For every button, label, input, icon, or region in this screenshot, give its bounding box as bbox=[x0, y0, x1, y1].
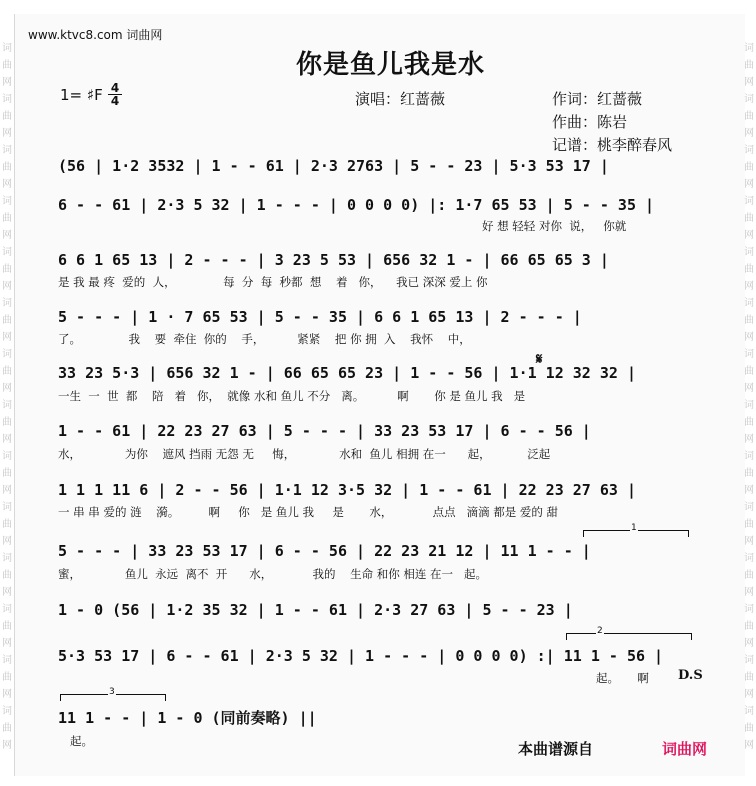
watermark-char: 词 bbox=[2, 604, 12, 615]
segno-sign: 𝄋 bbox=[536, 350, 543, 368]
watermark-char: 曲 bbox=[2, 213, 12, 224]
watermark-char: 网 bbox=[744, 332, 754, 343]
watermark-char: 曲 bbox=[2, 264, 12, 275]
watermark-char: 曲 bbox=[2, 60, 12, 71]
notation-line-9: 1 - 0 (56 | 1·2 35 32 | 1 - - 61 | 2·3 27 63 | 5 - - 23 | bbox=[58, 601, 573, 619]
volta-2-number: 2 bbox=[597, 626, 603, 636]
watermark-char: 网 bbox=[2, 536, 12, 547]
notation-line-6: 1 - - 61 | 22 23 27 63 | 5 - - - | 33 23 53 17 | 6 - - 56 | bbox=[58, 422, 591, 440]
watermark-char: 词 bbox=[744, 655, 754, 666]
watermark-char: 网 bbox=[744, 230, 754, 241]
notation-line-7: 1 1 1 11 6 | 2 - - 56 | 1·1 12 3·5 32 | 1 - - 61 | 22 23 27 63 | bbox=[58, 481, 636, 499]
watermark-char: 网 bbox=[744, 179, 754, 190]
lyricist-credit: 作词：红蔷薇 bbox=[552, 90, 643, 108]
site-url[interactable]: www.ktvc8.com bbox=[28, 28, 123, 42]
watermark-char: 词 bbox=[2, 298, 12, 309]
watermark-char: 网 bbox=[744, 281, 754, 292]
watermark-char: 曲 bbox=[744, 468, 754, 479]
watermark-char: 网 bbox=[744, 587, 754, 598]
watermark-char: 曲 bbox=[744, 519, 754, 530]
lyric-line-7: 一 串 串 爱的 涟 漪。 啊 你 是 鱼儿 我 是 水， 点点 滴滴 都是 爱的 甜 bbox=[58, 505, 559, 519]
triplet-number: 3 bbox=[109, 687, 115, 697]
notation-line-8: 5 - - - | 33 23 53 17 | 6 - - 56 | 22 23 21 12 | 11 1 - - | bbox=[58, 542, 591, 560]
watermark-char: 网 bbox=[744, 689, 754, 700]
site-header[interactable] bbox=[28, 26, 162, 43]
watermark-char: 曲 bbox=[744, 723, 754, 734]
site-name[interactable]: 词曲网 bbox=[126, 28, 163, 42]
watermark-char: 曲 bbox=[2, 621, 12, 632]
lyric-line-5: 一生 一 世 都 陪 着 你， 就像 水和 鱼儿 不分 离。 啊 你 是 鱼儿 我 是 bbox=[58, 389, 526, 403]
watermark-char: 曲 bbox=[2, 519, 12, 530]
key-signature: 1= ♯F bbox=[60, 86, 103, 104]
notation-line-5: 33 23 5·3 | 656 32 1 - | 66 65 65 23 | 1 - - 56 | 1·1 12 32 32 | bbox=[58, 364, 636, 382]
watermark-char: 词 bbox=[744, 451, 754, 462]
watermark-char: 词 bbox=[744, 553, 754, 564]
composer-credit: 作曲：陈岩 bbox=[552, 113, 628, 131]
watermark-char: 网 bbox=[744, 434, 754, 445]
watermark-char: 词 bbox=[2, 553, 12, 564]
watermark-char: 词 bbox=[744, 247, 754, 258]
notation-line-10: 5·3 53 17 | 6 - - 61 | 2·3 5 32 | 1 - - - | 0 0 0 0) :| 11 1 - 56 | bbox=[58, 647, 664, 665]
watermark-char: 网 bbox=[2, 638, 12, 649]
watermark-char: 曲 bbox=[2, 672, 12, 683]
watermark-char: 曲 bbox=[744, 417, 754, 428]
watermark-char: 词 bbox=[2, 502, 12, 513]
notation-line-3: 6 6 1 65 13 | 2 - - - | 3 23 5 53 | 656 32 1 - | 66 65 65 3 | bbox=[58, 251, 609, 269]
watermark-char: 网 bbox=[2, 434, 12, 445]
watermark-char: 曲 bbox=[744, 213, 754, 224]
watermark-char: 网 bbox=[2, 128, 12, 139]
watermark-char: 曲 bbox=[2, 162, 12, 173]
watermark-char: 曲 bbox=[744, 315, 754, 326]
watermark-char: 网 bbox=[2, 77, 12, 88]
watermark-char: 曲 bbox=[2, 315, 12, 326]
watermark-char: 词 bbox=[2, 247, 12, 258]
watermark-char: 词 bbox=[744, 196, 754, 207]
lyric-line-8: 蜜， 鱼儿 永远 离不 开 水， 我的 生命 和你 相连 在一 起。 bbox=[58, 567, 487, 581]
watermark-char: 词 bbox=[744, 502, 754, 513]
watermark-char: 词 bbox=[2, 451, 12, 462]
transcriber-credit: 记谱：桃李醉春风 bbox=[552, 136, 673, 154]
watermark-char: 曲 bbox=[2, 417, 12, 428]
watermark-right bbox=[742, 40, 756, 754]
brand-link[interactable]: 词曲网 bbox=[662, 740, 708, 758]
watermark-char: 曲 bbox=[744, 672, 754, 683]
watermark-char: 词 bbox=[744, 400, 754, 411]
watermark-char: 词 bbox=[2, 196, 12, 207]
notation-line-11: 11 1 - - | 1 - 0 (同前奏略) || bbox=[58, 709, 317, 727]
watermark-char: 网 bbox=[2, 689, 12, 700]
watermark-char: 词 bbox=[744, 94, 754, 105]
watermark-char: 网 bbox=[2, 281, 12, 292]
watermark-char: 词 bbox=[744, 349, 754, 360]
watermark-char: 网 bbox=[744, 77, 754, 88]
watermark-char: 网 bbox=[2, 230, 12, 241]
watermark-char: 词 bbox=[2, 400, 12, 411]
lyric-line-2: 好 想 轻轻 对你 说， 你就 bbox=[482, 219, 627, 233]
watermark-char: 词 bbox=[2, 655, 12, 666]
watermark-char: 网 bbox=[744, 485, 754, 496]
watermark-char: 曲 bbox=[744, 111, 754, 122]
notation-line-4: 5 - - - | 1 · 7 65 53 | 5 - - 35 | 6 6 1 65 13 | 2 - - - | bbox=[58, 308, 582, 326]
lyric-line-3: 是 我 最 疼 爱的 人， 每 分 每 秒都 想 着 你， 我已 深深 爱上 你 bbox=[58, 275, 488, 289]
lyric-line-4: 了。 我 要 牵住 你的 手， 紧紧 把 你 拥 入 我怀 中， bbox=[58, 332, 471, 346]
watermark-char: 曲 bbox=[2, 366, 12, 377]
meter-top: 4 bbox=[108, 82, 122, 95]
watermark-char: 词 bbox=[2, 706, 12, 717]
source-label: 本曲谱源自 bbox=[518, 740, 594, 758]
watermark-char: 词 bbox=[744, 43, 754, 54]
watermark-char: 曲 bbox=[744, 60, 754, 71]
meter-bottom: 4 bbox=[110, 94, 120, 108]
watermark-char: 网 bbox=[2, 485, 12, 496]
watermark-char: 词 bbox=[2, 43, 12, 54]
watermark-char: 网 bbox=[744, 128, 754, 139]
watermark-char: 网 bbox=[744, 383, 754, 394]
watermark-char: 网 bbox=[2, 383, 12, 394]
watermark-char: 曲 bbox=[744, 570, 754, 581]
lyric-line-11: 起。 bbox=[70, 734, 93, 748]
watermark-char: 词 bbox=[2, 94, 12, 105]
watermark-char: 曲 bbox=[2, 111, 12, 122]
watermark-char: 词 bbox=[744, 145, 754, 156]
notation-line-1: (56 | 1·2 3532 | 1 - - 61 | 2·3 2763 | 5 - - 23 | 5·3 53 17 | bbox=[58, 157, 609, 175]
watermark-char: 曲 bbox=[744, 621, 754, 632]
lyric-line-6: 水， 为你 遮风 挡雨 无怨 无 悔， 水和 鱼儿 相拥 在一 起， 泛起 bbox=[58, 447, 551, 461]
watermark-char: 曲 bbox=[744, 264, 754, 275]
watermark-char: 网 bbox=[2, 179, 12, 190]
watermark-char: 网 bbox=[744, 740, 754, 751]
notation-line-2: 6 - - 61 | 2·3 5 32 | 1 - - - | 0 0 0 0) |: 1·7 65 53 | 5 - - 35 | bbox=[58, 196, 655, 214]
watermark-char: 网 bbox=[2, 740, 12, 751]
watermark-char: 曲 bbox=[744, 366, 754, 377]
ds-marking: D.S bbox=[678, 668, 703, 683]
watermark-char: 词 bbox=[744, 298, 754, 309]
watermark-char: 曲 bbox=[2, 570, 12, 581]
volta-1-number: 1 bbox=[631, 523, 637, 533]
watermark-char: 曲 bbox=[2, 468, 12, 479]
time-signature bbox=[108, 82, 122, 107]
watermark-char: 词 bbox=[744, 604, 754, 615]
watermark-char: 曲 bbox=[744, 162, 754, 173]
watermark-char: 网 bbox=[2, 587, 12, 598]
singer-credit: 演唱：红蔷薇 bbox=[355, 90, 446, 108]
watermark-char: 词 bbox=[2, 145, 12, 156]
watermark-char: 网 bbox=[744, 638, 754, 649]
watermark-char: 网 bbox=[2, 332, 12, 343]
watermark-left bbox=[0, 40, 14, 754]
song-title: 你是鱼儿我是水 bbox=[296, 50, 486, 80]
watermark-char: 词 bbox=[744, 706, 754, 717]
volta-2-bracket bbox=[566, 633, 692, 640]
watermark-char: 词 bbox=[2, 349, 12, 360]
watermark-char: 曲 bbox=[2, 723, 12, 734]
watermark-char: 网 bbox=[744, 536, 754, 547]
lyric-line-10: 起。 啊 bbox=[596, 671, 649, 685]
